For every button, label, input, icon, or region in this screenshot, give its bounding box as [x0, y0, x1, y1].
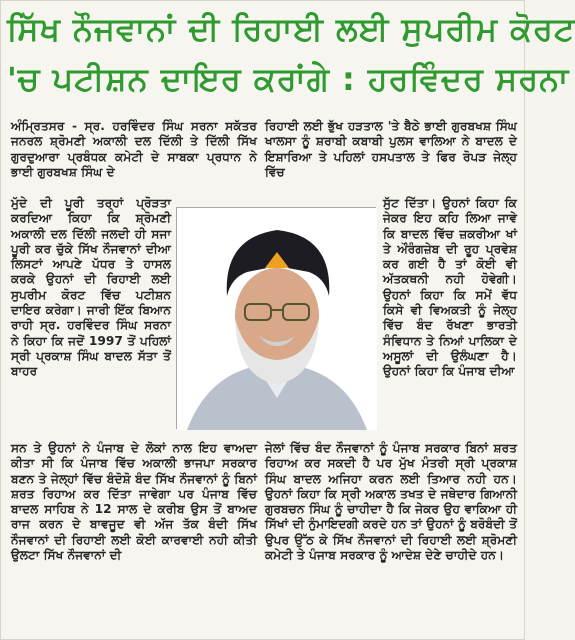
article-left-top: ਅੰਮ੍ਰਿਤਸਰ - ਸ੍ਰ. ਹਰਵਿੰਦਰ ਸਿੰਘ ਸਰਨਾ ਸਕੱਤਰ ਜਨਰਲ ਸ਼੍ਰੋਮਣੀ ਅਕਾਲੀ ਦਲ ਦਿੱਲੀ ਤੇ ਦਿੱਲੀ ਸਿੱਖ ਗੁਰਦੁਆਰਾ ਪ੍ਰਬੰਧਕ ਕਮੇਟੀ ਦੇ ਸਾਬਕਾ ਪ੍ਰਧਾਨ ਨੇ ਭਾਈ ਗੁਰਬਖਸ਼ ਸਿੰਘ ਦੇ	[11, 119, 257, 179]
portrait-photo	[176, 207, 376, 429]
portrait-image	[177, 208, 377, 430]
article-left-below-photo: ਸਨ ਤੇ ਉਹਨਾਂ ਨੇ ਪੰਜਾਬ ਦੇ ਲੋਕਾਂ ਨਾਲ ਇਹ ਵਾਅਦਾ ਕੀਤਾ ਸੀ ਕਿ ਪੰਜਾਬ ਵਿੱਚ ਅਕਾਲੀ ਭਾਜਪਾ ਸਰਕਾਰ ਬਣਨ ਤੇ ਜੇਲ੍ਹਾਂ ਵਿੱਚ ਬੰਦੋਸ਼ੋ ਬੰਦ ਸਿੱਖ ਨੌਜਵਾਨਾਂ ਨੂੰ ਬਿਨਾਂ ਸ਼ਰਤ ਰਿਹਾਅ ਕਰ ਦਿੱਤਾ ਜਾਵੇਗਾ ਪਰ ਪੰਜਾਬ ਵਿੱਚ ਬਾਦਲ ਸਾਹਿਬ ਨੇ 12 ਸਾਲ ਦੇ ਕਰੀਬ ਉਸ ਤੋਂ ਬਾਅਦ ਰਾਜ ਕਰਨ ਦੇ ਬਾਵਜੂਦ ਵੀ ਅੱਜ ਤੱਕ ਬੰਦੀ ਸਿੱਖ ਨੌਜਵਾਨਾਂ ਦੀ ਰਿਹਾਈ ਲਈ ਕੋਈ ਕਾਰਵਾਈ ਨਹੀ ਕੀਤੀ ਉਲਟਾ ਸਿੱਖ ਨੌਜਵਾਨਾਂ ਦੀ	[11, 441, 257, 563]
headline-line-2: 'ਚ ਪਟੀਸ਼ਨ ਦਾਇਰ ਕਰਾਂਗੇ : ਹਰਵਿੰਦਰ ਸਰਨਾ	[7, 60, 570, 98]
article-right-top: ਰਿਹਾਈ ਲਈ ਭੁੱਖ ਹੜਤਾਲ 'ਤੇ ਬੈਠੇ ਭਾਈ ਗੁਰਬਖਸ਼ ਸਿੰਘ ਖਾਲਸਾ ਨੂੰ ਸ਼ਰਾਬੀ ਕਬਾਬੀ ਪੁਲਸ ਵਾਲਿਆ ਨੇ ਬਾਦਲ ਦੇ ਇਸ਼ਾਰਿਆ ਤੇ ਪਹਿਲਾਂ ਹਸਪਤਾਲ ਤੇ ਫਿਰ ਰੋਪੜ ਜੇਲ੍ਹ ਵਿੱਚ	[265, 119, 517, 179]
article-left-beside-photo: ਮੁੱਦੇ ਦੀ ਪੂਰੀ ਤਰ੍ਹਾਂ ਪ੍ਰੋੜਤਾ ਕਰਦਿਆ ਕਿਹਾ ਕਿ ਸ਼੍ਰੋਮਣੀ ਅਕਾਲੀ ਦਲ ਦਿੱਲੀ ਜਲਦੀ ਹੀ ਸਜਾ ਪੂਰੀ ਕਰ ਚੁੱਕੇ ਸਿੱਖ ਨੌਜਵਾਨਾਂ ਦੀਆ ਲਿਸਟਾਂ ਆਪਣੇ ਪੱਧਰ ਤੇ ਹਾਸਲ ਕਰਕੇ ਉਹਨਾਂ ਦੀ ਰਿਹਾਈ ਲਈ ਸੁਪਰੀਮ ਕੋਰਟ ਵਿੱਚ ਪਟੀਸ਼ਨ ਦਾਇਰ ਕਰੇਗਾ। ਜਾਰੀ ਇੱਕ ਬਿਆਨ ਰਾਹੀ ਸ੍ਰ. ਹਰਵਿੰਦਰ ਸਿੰਘ ਸਰਨਾ ਨੇ ਕਿਹਾ ਕਿ ਜਦੋਂ 1997 ਤੋਂ ਪਹਿਲਾਂ ਸ੍ਰੀ ਪ੍ਰਕਾਸ਼ ਸਿੰਘ ਬਾਦਲ ਸੱਤਾ ਤੋਂ ਬਾਹਰ	[11, 196, 171, 379]
article-right-below-photo: ਜੇਲਾਂ ਵਿੱਚ ਬੰਦ ਨੌਜਵਾਨਾਂ ਨੂੰ ਪੰਜਾਬ ਸਰਕਾਰ ਬਿਨਾਂ ਸ਼ਰਤ ਰਿਹਾਅ ਕਰ ਸਕਦੀ ਹੈ ਪਰ ਮੁੱਖ ਮੰਤਰੀ ਸ੍ਰੀ ਪ੍ਰਕਾਸ਼ ਸਿੰਘ ਬਾਦਲ ਅਜਿਹਾ ਕਰਨ ਲਈ ਤਿਆਰ ਨਹੀ ਹਨ। ਉਹਨਾਂ ਕਿਹਾ ਕਿ ਸ੍ਰੀ ਅਕਾਲ ਤਖਤ ਦੇ ਜਥੇਦਾਰ ਗਿਆਨੀ ਗੁਰਬਚਨ ਸਿੰਘ ਨੂੰ ਚਾਹੀਦਾ ਹੈ ਕਿ ਜੇਕਰ ਉਹ ਵਾਕਿਆ ਹੀ ਸਿੱਖਾਂ ਦੀ ਨੁੰਮਾਇਦਗੀ ਕਰਦੇ ਹਨ ਤਾਂ ਉਹਨਾਂ ਨੂੰ ਬਰੋਬੰਦੀ ਤੋਂ ਉਪਰ ਉੱਠ ਕੇ ਸਿੱਖ ਨੌਜਵਾਨਾਂ ਦੀ ਰਿਹਾਈ ਲਈ ਸ਼੍ਰੋਮਣੀ ਕਮੇਟੀ ਤੇ ਪੰਜਾਬ ਸਰਕਾਰ ਨੂੰ ਆਦੇਸ਼ ਦੇਣੇ ਚਾਹੀਦੇ ਹਨ।	[265, 441, 517, 563]
article-right-beside-photo: ਸੁੱਟ ਦਿੱਤਾ। ਉਹਨਾਂ ਕਿਹਾ ਕਿ ਜੇਕਰ ਇਹ ਕਹਿ ਲਿਆ ਜਾਵੇ ਕਿ ਬਾਦਲ ਵਿੱਚ ਜ਼ਕਰੀਆ ਖਾਂ ਤੇ ਔਰੰਗਜ਼ੇਬ ਦੀ ਰੂਹ ਪ੍ਰਵੇਸ਼ ਕਰ ਗਈ ਹੈ ਤਾਂ ਕੋਈ ਵੀ ਅੱਤਕਥਨੀ ਨਹੀ ਹੋਵੇਗੀ। ਉਹਨਾਂ ਕਿਹਾ ਕਿ ਸਮੇਂ ਵੱਧ ਕਿਸੇ ਵੀ ਵਿਅਕਤੀ ਨੂੰ ਜੇਲ੍ਹ ਵਿੱਚ ਬੰਦ ਰੱਖਣਾ ਭਾਰਤੀ ਸੰਵਿਧਾਨ ਤੇ ਨਿਆਂ ਪਾਲਿਕਾ ਦੇ ਅਸੂਲਾਂ ਦੀ ਉਲੰਘਣਾ ਹੈ। ਉਹਨਾਂ ਕਿਹਾ ਕਿ ਪੰਜਾਬ ਦੀਆ	[383, 196, 517, 379]
headline-line-1: ਸਿੱਖ ਨੌਜਵਾਨਾਂ ਦੀ ਰਿਹਾਈ ਲਈ ਸੁਪਰੀਮ ਕੋਰਟ	[7, 10, 575, 48]
